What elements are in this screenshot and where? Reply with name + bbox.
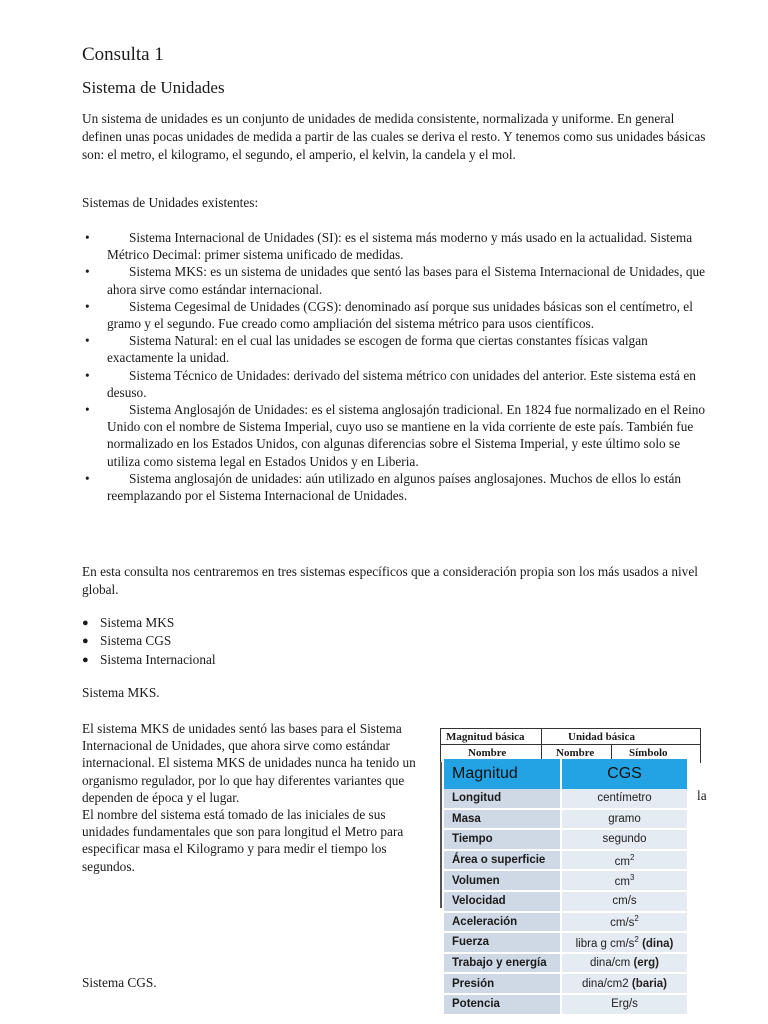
- unit-name: (dina): [642, 937, 674, 950]
- table-cell-cgs: [562, 933, 687, 954]
- table-row: [444, 892, 687, 913]
- table-divider: [441, 744, 700, 745]
- list-item-text: Sistema anglosajón de unidades: aún utilizado en algunos países anglosajones. Muchos de ellos lo están reemplazando por el Sistema Internacional de Unidades.: [107, 470, 682, 504]
- list-item: [82, 229, 712, 263]
- table-row: [444, 954, 687, 975]
- cgs-heading: Sistema CGS.: [82, 975, 157, 990]
- cgs-value: Erg/s: [611, 998, 638, 1011]
- cgs-value: centímetro: [597, 792, 652, 805]
- table-cell-cgs: [562, 851, 687, 872]
- table-row: [444, 810, 687, 831]
- bullet-icon: •: [85, 367, 90, 383]
- table-cell-cgs: [562, 871, 687, 892]
- table-cell-cgs: [562, 913, 687, 934]
- list-item-text: Sistema Anglosajón de Unidades: es el sistema anglosajón tradicional. En 1824 fue normalizado en el Reino Unido con el nombre de Sistema Imperial, cuyo uso se mantiene en la vida corriente de este país. También fue normalizado en los Estados Unidos, con algunas diferencias sobre el Sistema Imperial, y este último solo se utiliza como sistema legal en Estados Unidos y en Liberia.: [107, 402, 706, 469]
- table-cell-cgs: [562, 995, 687, 1016]
- document-title: Consulta 1: [82, 44, 164, 65]
- table-cell-magnitud: Potencia: [444, 995, 562, 1016]
- list-item: [82, 614, 216, 632]
- cgs-value: cm/s: [612, 895, 637, 908]
- bullet-icon: •: [85, 264, 90, 280]
- list-item: [82, 298, 712, 332]
- mks-body: [82, 720, 417, 875]
- bullet-icon: •: [85, 470, 90, 486]
- table-cell-magnitud: Fuerza: [444, 933, 562, 954]
- exponent: 2: [634, 935, 639, 945]
- cgs-value: cm/s: [610, 917, 635, 930]
- table-subheader: Nombre: [468, 747, 507, 759]
- bullet-icon: ●: [82, 617, 89, 629]
- section-title: Sistema de Unidades: [82, 78, 225, 97]
- table-cell-magnitud: Área o superficie: [444, 851, 562, 872]
- table-row: [444, 871, 687, 892]
- table-cell-magnitud: Aceleración: [444, 913, 562, 934]
- cgs-value: cm: [614, 855, 630, 868]
- list-item-text: Sistema MKS: es un sistema de unidades que sentó las bases para el Sistema Internacional de Unidades, que ahora sirve como estándar internacional.: [107, 264, 706, 297]
- seleccion-list: [82, 614, 216, 669]
- cgs-value: cm: [614, 876, 630, 889]
- unit-name: (erg): [633, 957, 660, 970]
- table-cell-magnitud: Trabajo y energía: [444, 954, 562, 975]
- table-row: [444, 974, 687, 995]
- table-row: [444, 830, 687, 851]
- table-header-row: [444, 759, 687, 789]
- bullet-icon: •: [85, 402, 90, 418]
- list-item: [82, 470, 712, 504]
- list-item-text: Sistema Natural: en el cual las unidades se escogen de forma que ciertas constantes físicas valgan exactamente la unidad.: [107, 333, 648, 366]
- mks-paragraph-1: El sistema MKS de unidades sentó las bases para el Sistema Internacional de Unidades, que ahora sirve como estándar internacional. El sistema MKS de unidades nunca ha tenido un organismo regulador, por lo que hay diferentes variantes que dependen de época y el lugar.: [82, 721, 416, 805]
- list-item: [82, 632, 216, 650]
- exponent: 2: [629, 852, 635, 862]
- list-item: [82, 367, 712, 401]
- sistemas-list: [82, 229, 712, 504]
- intro-paragraph: Un sistema de unidades es un conjunto de unidades de medida consistente, normalizada y uniforme. En general definen unas pocas unidades de medida a partir de las cuales se deriva el resto. Y tenemos como sus unidades básicas son: el metro, el kilogramo, el segundo, el amperio, el kelvin, la candela y el mol.: [82, 111, 706, 162]
- table-cell-cgs: [562, 892, 687, 913]
- cgs-table: [444, 759, 687, 1016]
- table-row: [444, 789, 687, 810]
- exponent: 3: [629, 873, 635, 883]
- table-header: CGS: [562, 759, 687, 789]
- table-row: [444, 995, 687, 1016]
- list-item-text: Sistema Técnico de Unidades: derivado del sistema métrico con unidades del anterior. Este sistema está en desuso.: [107, 367, 696, 400]
- table-subheader: Símbolo: [629, 747, 668, 759]
- si-table-fragment: [440, 728, 701, 763]
- cgs-value: segundo: [602, 833, 647, 846]
- mks-paragraph-2: El nombre del sistema está tomado de las iniciales de sus unidades fundamentales que son para longitud el Metro para especificar masa el Kilogramo y para medir el tiempo los segundos.: [82, 807, 404, 874]
- consulta-paragraph: En esta consulta nos centraremos en tres sistemas específicos que a consideración propia son los más usados a nivel global.: [82, 564, 698, 597]
- bullet-icon: •: [85, 298, 90, 314]
- list-item-text: Sistema Internacional de Unidades (SI): es el sistema más moderno y más usado en la actualidad. Sistema Métrico Decimal: primer sistema unificado de medidas.: [107, 230, 693, 263]
- list-item-text: Sistema MKS: [100, 615, 175, 630]
- bullet-icon: ●: [82, 653, 89, 666]
- text-fragment: la: [697, 788, 707, 803]
- list-item: [82, 263, 712, 297]
- table-header: Magnitud básica: [446, 731, 525, 743]
- cgs-value: libra g cm/s: [575, 937, 635, 950]
- table-cell-cgs: [562, 974, 687, 995]
- cgs-value: dina/cm2: [581, 977, 629, 990]
- list-item-text: Sistema Internacional: [100, 651, 216, 667]
- table-header: Magnitud: [444, 759, 562, 789]
- list-item: [82, 651, 216, 669]
- table-subheader: Nombre: [556, 747, 595, 759]
- cgs-value: gramo: [608, 812, 641, 825]
- table-cell-cgs: [562, 810, 687, 831]
- bullet-icon: •: [85, 333, 90, 349]
- mks-heading: Sistema MKS.: [82, 685, 160, 700]
- table-cell-magnitud: Volumen: [444, 871, 562, 892]
- table-cell-cgs: [562, 954, 687, 975]
- table-header: Unidad básica: [568, 731, 635, 743]
- table-border: [440, 762, 442, 908]
- table-row: [444, 933, 687, 954]
- table-cell-magnitud: Presión: [444, 974, 562, 995]
- list-item-text: Sistema Cegesimal de Unidades (CGS): denominado así porque sus unidades básicas son el centímetro, el gramo y el segundo. Fue creado como ampliación del sistema métrico para usos científicos.: [107, 298, 693, 332]
- bullet-icon: •: [85, 230, 90, 245]
- list-item-text: Sistema CGS: [100, 633, 172, 649]
- table-divider: [541, 729, 542, 763]
- exponent: 2: [634, 914, 639, 924]
- table-cell-cgs: [562, 830, 687, 851]
- table-row: [444, 913, 687, 934]
- table-cell-magnitud: Velocidad: [444, 892, 562, 913]
- table-cell-magnitud: Masa: [444, 810, 562, 831]
- cgs-value: dina/cm: [589, 957, 631, 970]
- table-cell-cgs: [562, 789, 687, 810]
- unit-name: (baria): [631, 977, 668, 990]
- table-row: [444, 851, 687, 872]
- list-item: [82, 401, 712, 470]
- existentes-heading: Sistemas de Unidades existentes:: [82, 195, 259, 210]
- table-cell-magnitud: Longitud: [444, 789, 562, 810]
- table-cell-magnitud: Tiempo: [444, 830, 562, 851]
- bullet-icon: ●: [82, 635, 89, 648]
- list-item: [82, 332, 712, 366]
